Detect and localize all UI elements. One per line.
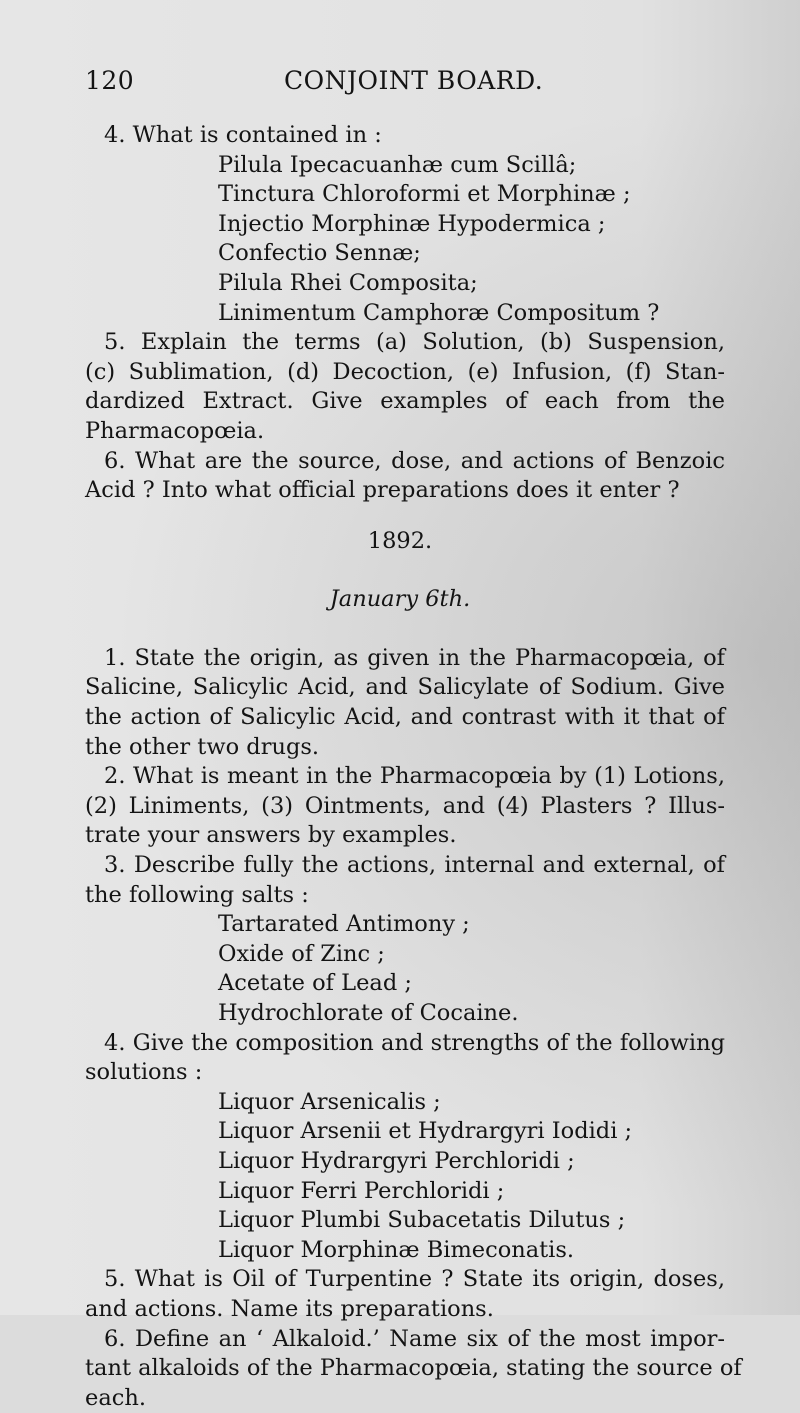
question-5-line: 5. What is Oil of Turpentine ? State its origin, doses,: [104, 1266, 725, 1293]
year-heading: 1892.: [367, 527, 433, 554]
question-5-line: Pharmacopœia.: [85, 418, 265, 444]
date-month: January: [329, 585, 419, 612]
question-4-line: 4. Give the composition and strengths of the following: [104, 1029, 725, 1056]
question-1-line: Salicine, Salicylic Acid, and Salicylate of Sodium. Give: [85, 674, 725, 701]
list-item: Tartarated Antimony ;: [218, 911, 470, 938]
running-header: [85, 66, 725, 106]
question-3-line: the following salts :: [85, 881, 309, 908]
question-5-line: and actions. Name its preparations.: [85, 1296, 494, 1322]
question-1-line: 1. State the origin, as given in the Pharmacopœia, of: [104, 644, 725, 671]
date-day: 6th.: [425, 585, 471, 612]
list-item: Hydrochlorate of Cocaine.: [218, 1000, 519, 1026]
list-item: Liquor Morphinæ Bimeconatis.: [218, 1236, 575, 1263]
question-6-line: 6. Define an ‘ Alkaloid.’ Name six of the most impor-: [104, 1325, 725, 1352]
question-6-line: 6. What are the source, dose, and actions of Benzoic: [104, 447, 725, 474]
question-5-line: dardized Extract. Give examples of each from the: [85, 388, 725, 415]
question-5-line: (c) Sublimation, (d) Decoction, (e) Infusion, (f) Stan-: [85, 358, 725, 385]
question-1-line: the other two drugs.: [85, 733, 320, 760]
question-2-line: 2. What is meant in the Pharmacopœia by (1) Lotions,: [104, 763, 725, 790]
list-item: Confectio Sennæ;: [218, 240, 421, 267]
list-item: Acetate of Lead ;: [218, 970, 412, 997]
list-item: Linimentum Camphoræ Compositum ?: [218, 299, 660, 326]
list-item: Liquor Arsenicalis ;: [218, 1088, 441, 1115]
list-item: Pilula Rhei Composita;: [218, 270, 478, 296]
question-2-line: (2) Liniments, (3) Ointments, and (4) Plasters ? Illus-: [85, 792, 725, 819]
question-5-line: 5. Explain the terms (a) Solution, (b) Suspension,: [104, 329, 725, 356]
running-title: CONJOINT BOARD.: [284, 66, 544, 95]
list-item: Oxide of Zinc ;: [218, 940, 385, 967]
question-6-line: Acid ? Into what official preparations does it enter ?: [85, 477, 680, 504]
question-3-line: 3. Describe fully the actions, internal and external, of: [104, 852, 725, 878]
question-4-intro: 4. What is contained in :: [104, 122, 382, 148]
list-item: Liquor Arsenii et Hydrargyri Iodidi ;: [218, 1118, 633, 1145]
question-6-line: each.: [85, 1384, 146, 1411]
list-item: Liquor Hydrargyri Perchloridi ;: [218, 1148, 575, 1174]
question-1-line: the action of Salicylic Acid, and contrast with it that of: [85, 704, 725, 730]
list-item: Tinctura Chloroformi et Morphinæ ;: [218, 181, 631, 208]
question-4-line: solutions :: [85, 1059, 203, 1086]
question-6-line: tant alkaloids of the Pharmacopœia, stating the source of: [85, 1355, 742, 1382]
date-heading: [0, 586, 800, 612]
list-item: Liquor Plumbi Subacetatis Dilutus ;: [218, 1207, 626, 1234]
list-item: Liquor Ferri Perchloridi ;: [218, 1177, 505, 1204]
question-2-line: trate your answers by examples.: [85, 822, 457, 849]
page-number: 120: [85, 66, 135, 95]
list-item: Injectio Morphinæ Hypodermica ;: [218, 210, 606, 237]
list-item: Pilula Ipecacuanhæ cum Scillâ;: [218, 151, 577, 178]
